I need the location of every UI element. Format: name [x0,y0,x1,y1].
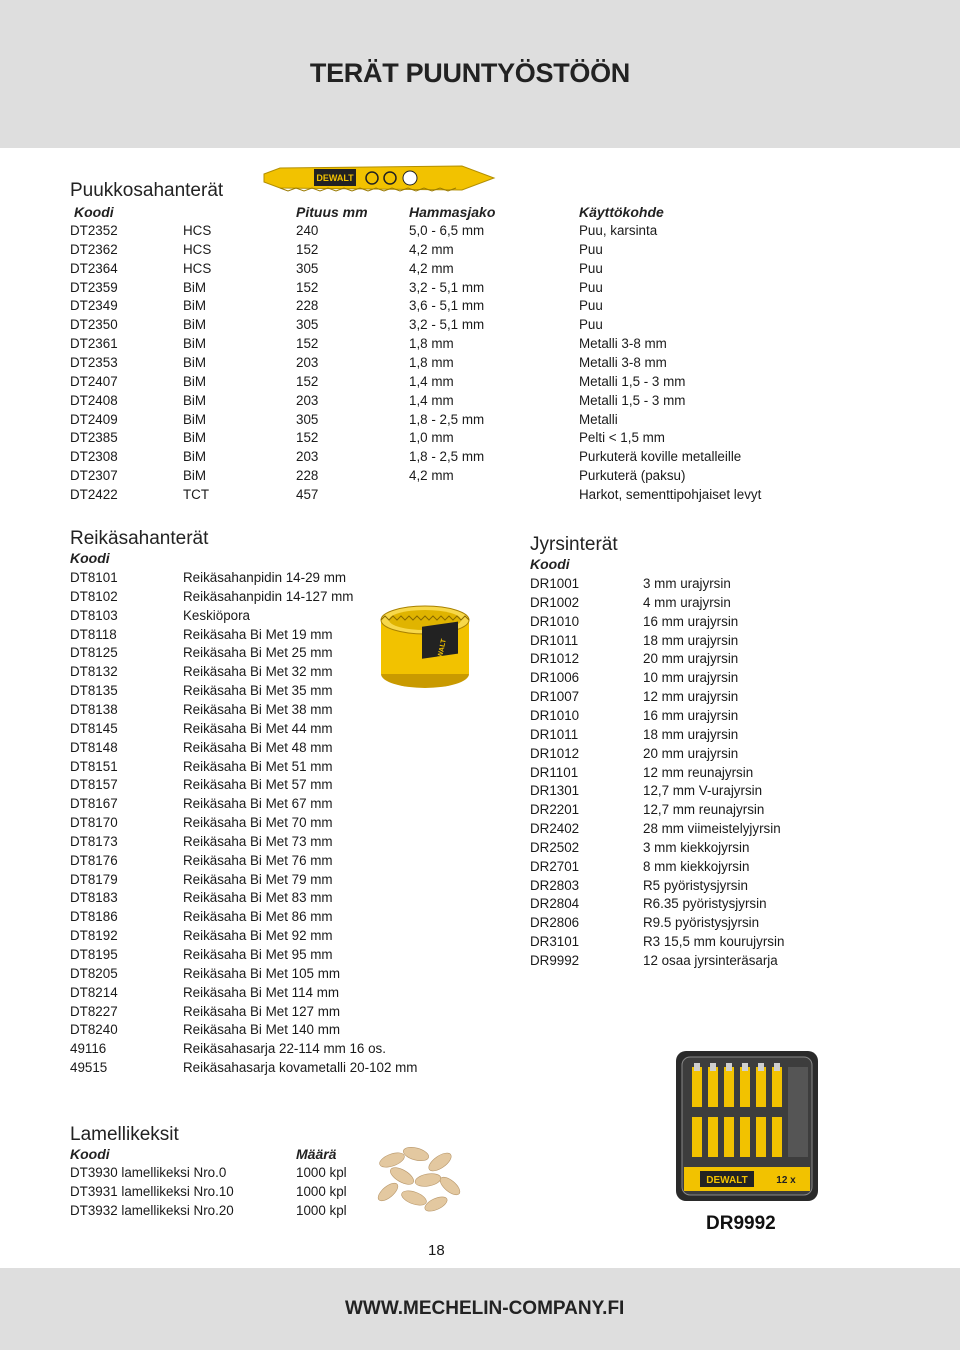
material: HCS [183,223,212,238]
col-header-koodi: Koodi [74,204,114,220]
tooth-pitch: 3,2 - 5,1 mm [409,317,485,333]
description: Reikäsaha Bi Met 35 mm [183,683,333,699]
table-row [0,896,960,915]
product-code: DT8170 [70,815,118,831]
product-code: DT2422 [70,486,118,502]
col-header-reika-koodi: Koodi [70,550,110,566]
application: Metalli 1,5 - 3 mm [579,392,686,408]
table-row [0,802,960,821]
material: BiM [183,298,207,314]
application: Puu [579,241,603,257]
description: R3 15,5 mm kourujyrsin [643,934,785,950]
description: 10 mm urajyrsin [643,670,739,686]
quantity: 1000 kpl [296,1183,347,1199]
table-row [0,934,960,953]
product-code: DT8176 [70,852,118,868]
section-title-lamelli: Lamellikeksit [70,1124,179,1145]
product-code: DT8135 [70,683,118,699]
description: R6.35 pyöristysjyrsin [643,896,767,912]
page-title: TERÄT PUUNTYÖSTÖÖN [309,58,630,88]
table-row [0,487,960,506]
description: Reikäsaha Bi Met 44 mm [183,720,333,736]
table-row [0,576,960,595]
tooth-pitch: 1,4 mm [409,373,454,389]
application: Purkuterä koville metalleille [579,449,742,465]
description: 3 mm kiekkojyrsin [643,839,750,855]
product-code: DT2307 [70,468,118,484]
tooth-pitch: 4,2 mm [409,241,454,257]
length: 305 [296,260,319,276]
description: 4 mm urajyrsin [643,594,731,610]
table-row [0,280,960,299]
description: 12,7 mm reunajyrsin [643,802,765,818]
material: HCS [183,260,212,276]
product-code: DT8214 [70,984,118,1000]
product-code: 49515 [70,1060,108,1076]
material: BiM [183,449,207,465]
product-code: DR2804 [530,896,580,912]
table-row [0,412,960,431]
table-row [0,1022,960,1041]
description: 18 mm urajyrsin [643,632,739,648]
product-code: DT8195 [70,947,118,962]
tooth-pitch: 1,8 - 2,5 mm [409,411,485,427]
description: 20 mm urajyrsin [643,651,739,667]
biscuit-image [372,1140,464,1216]
product-code: DT8167 [70,796,118,812]
product-code: DR2803 [530,877,580,893]
application: Puu [579,260,603,276]
table-row [0,878,960,897]
table-row [0,765,960,784]
saw-blade-image [262,160,497,196]
product-code: DR9992 [530,953,580,968]
length: 457 [296,486,319,502]
product-code: DR1010 [530,613,580,629]
table-row [0,261,960,280]
application: Puu, karsinta [579,223,658,238]
product-code: DR1007 [530,689,580,705]
product-code: DT8173 [70,833,118,849]
material: BiM [183,336,207,352]
material: BiM [183,373,207,389]
length: 203 [296,392,319,408]
table-row [0,1184,960,1203]
tooth-pitch: 1,8 mm [409,336,454,352]
product-code: DT2362 [70,241,118,257]
product-code: DT2364 [70,260,118,276]
application: Metalli [579,411,618,427]
product-code: DT8138 [70,701,118,717]
application: Puu [579,279,603,295]
product-code: DR1011 [530,726,579,742]
length: 228 [296,468,319,484]
holesaw-brand-logo: DEWALT [435,638,448,669]
router-set-caption: DR9992 [706,1213,776,1234]
product-code: DT8125 [70,645,118,661]
description: Reikäsaha Bi Met 38 mm [183,701,333,717]
table-row [0,783,960,802]
product-code: DT8101 [70,570,118,585]
length: 203 [296,449,319,465]
section-title-reika: Reikäsahanterät [70,528,209,549]
page-footer [0,1268,960,1350]
quantity: 1000 kpl [296,1165,347,1180]
description: 28 mm viimeistelyjyrsin [643,821,781,837]
description: Reikäsaha Bi Met 70 mm [183,815,333,831]
product-code: DT2407 [70,373,118,389]
tooth-pitch: 3,6 - 5,1 mm [409,298,485,314]
description: Reikäsaha Bi Met 140 mm [183,1022,341,1038]
table-row [0,840,960,859]
product-code: DT8151 [70,758,118,774]
product-code: DR1006 [530,670,580,686]
quantity: 1000 kpl [296,1202,347,1218]
product-code: DT8132 [70,664,118,680]
description: Reikäsaha Bi Met 73 mm [183,833,333,849]
description: Reikäsaha Bi Met 105 mm [183,965,341,981]
description: Reikäsahasarja kovametalli 20-102 mm [183,1060,418,1076]
table-row [0,670,960,689]
product-code: DT2349 [70,298,118,314]
length: 152 [296,336,319,352]
application: Puu [579,298,603,314]
length: 152 [296,279,319,295]
product-code: DT2385 [70,430,118,446]
description: Reikäsaha Bi Met 114 mm [183,984,340,1000]
description: 12 mm reunajyrsin [643,764,754,780]
product-description: DT3931 lamellikeksi Nro.10 [70,1183,234,1199]
description: R5 pyöristysjyrsin [643,877,748,893]
table-row [0,708,960,727]
length: 203 [296,354,319,370]
material: BiM [183,430,207,446]
description: 20 mm urajyrsin [643,745,739,761]
product-code: DT8205 [70,965,118,981]
length: 305 [296,411,319,427]
description: Reikäsaha Bi Met 127 mm [183,1003,341,1019]
table-row [0,915,960,934]
description: Reikäsaha Bi Met 83 mm [183,890,333,906]
description: Reikäsaha Bi Met 79 mm [183,871,333,887]
tooth-pitch: 3,2 - 5,1 mm [409,279,485,295]
table-row [0,746,960,765]
product-code: 49116 [70,1041,107,1057]
product-code: DR2502 [530,839,580,855]
blade-brand-logo: DEWALT [316,173,354,183]
material: TCT [183,486,210,502]
col-header-hammasjako: Hammasjako [409,204,496,220]
description: Reikäsaha Bi Met 19 mm [183,626,333,642]
description: Reikäsaha Bi Met 86 mm [183,909,333,925]
length: 152 [296,241,319,257]
description: 12 osaa jyrsinteräsarja [643,953,778,968]
description: Reikäsahanpidin 14-127 mm [183,588,354,604]
application: Purkuterä (paksu) [579,468,686,484]
product-code: DT8192 [70,928,118,944]
description: Reikäsahasarja 22-114 mm 16 os. [183,1041,386,1057]
description: Reikäsaha Bi Met 95 mm [183,947,333,962]
product-code: DR2701 [530,858,580,874]
application: Puu [579,317,603,333]
product-code: DR1101 [530,764,579,780]
table-row [0,1004,960,1023]
description: Reikäsaha Bi Met 57 mm [183,777,333,793]
product-code: DT2359 [70,279,118,295]
product-code: DT8240 [70,1022,118,1038]
product-code: DT8179 [70,871,118,887]
table-row [0,953,960,972]
product-code: DR1012 [530,651,580,667]
table-row [0,1203,960,1222]
table-row [0,242,960,261]
application: Harkot, sementtipohjaiset levyt [579,486,762,502]
table-row [0,393,960,412]
product-code: DT8227 [70,1003,118,1019]
material: BiM [183,317,207,333]
length: 152 [296,373,319,389]
table-row [0,821,960,840]
table-row [0,614,960,633]
table-row [0,317,960,336]
description: 3 mm urajyrsin [643,576,731,591]
page-header [0,0,960,148]
length: 240 [296,223,319,238]
table-row [0,595,960,614]
product-code: DT2361 [70,336,118,352]
product-code: DT2308 [70,449,118,465]
description: Reikäsaha Bi Met 25 mm [183,645,333,661]
col-header-kayttokohde: Käyttökohde [579,204,664,220]
length: 305 [296,317,319,333]
table-row [0,374,960,393]
table-row [0,727,960,746]
table-row [0,449,960,468]
section-title-puukko: Puukkosahanterät [70,180,224,201]
product-code: DR1301 [530,783,580,799]
product-code: DT2409 [70,411,118,427]
product-description: DT3932 lamellikeksi Nro.20 [70,1202,234,1218]
length: 228 [296,298,319,314]
router-count-label: 12 x [776,1175,796,1186]
page-number: 18 [428,1242,445,1259]
application: Metalli 3-8 mm [579,354,667,370]
description: 12 mm urajyrsin [643,689,739,705]
table-row [0,651,960,670]
product-code: DR1012 [530,745,580,761]
table-row [0,859,960,878]
product-code: DT8118 [70,626,117,642]
table-row [0,430,960,449]
router-brand-logo: DEWALT [706,1175,748,1186]
description: 18 mm urajyrsin [643,726,739,742]
material: BiM [183,392,207,408]
table-row [0,223,960,242]
table-row [0,355,960,374]
description: Reikäsaha Bi Met 92 mm [183,928,333,944]
description: Reikäsaha Bi Met 76 mm [183,852,333,868]
material: BiM [183,354,207,370]
product-code: DT8148 [70,739,118,755]
product-code: DT2350 [70,317,118,333]
product-code: DT8102 [70,588,118,604]
tooth-pitch: 4,2 mm [409,468,454,484]
product-code: DT8183 [70,890,118,906]
length: 152 [296,430,319,446]
material: HCS [183,241,212,257]
product-code: DT8157 [70,777,118,793]
description: Reikäsaha Bi Met 51 mm [183,758,333,774]
table-row [0,689,960,708]
col-header-pituus: Pituus mm [296,204,368,220]
product-code: DR1011 [530,632,579,648]
tooth-pitch: 5,0 - 6,5 mm [409,223,485,238]
tooth-pitch: 1,8 - 2,5 mm [409,449,485,465]
description: R9.5 pyöristysjyrsin [643,915,760,931]
description: Reikäsaha Bi Met 48 mm [183,739,333,755]
product-code: DT2408 [70,392,118,408]
description: 16 mm urajyrsin [643,613,739,629]
product-code: DR1010 [530,707,580,723]
product-code: DT8186 [70,909,118,925]
table-row [0,985,960,1004]
section-title-jyrsin: Jyrsinterät [530,534,618,555]
description: 8 mm kiekkojyrsin [643,858,750,874]
material: BiM [183,279,207,295]
product-description: DT3930 lamellikeksi Nro.0 [70,1165,227,1180]
product-code: DT2352 [70,223,118,238]
product-code: DT2353 [70,354,118,370]
table-row [0,1165,960,1184]
product-code: DT8145 [70,720,118,736]
application: Metalli 3-8 mm [579,336,667,352]
table-row [0,633,960,652]
description: 16 mm urajyrsin [643,707,739,723]
product-code: DR2806 [530,915,580,931]
material: BiM [183,411,207,427]
product-code: DR1002 [530,594,580,610]
product-code: DR2402 [530,821,580,837]
tooth-pitch: 4,2 mm [409,260,454,276]
tooth-pitch: 1,4 mm [409,392,454,408]
application: Pelti < 1,5 mm [579,430,665,446]
table-row [0,336,960,355]
description: 12,7 mm V-urajyrsin [643,783,763,799]
table-row [0,468,960,487]
product-code: DR3101 [530,934,580,950]
tooth-pitch: 1,8 mm [409,354,454,370]
table-row [0,298,960,317]
footer-url: WWW.MECHELIN-COMPANY.FI [345,1298,625,1319]
description: Reikäsaha Bi Met 32 mm [183,664,333,680]
description: Keskiöpora [183,607,250,623]
col-header-lamelli-koodi: Koodi [70,1146,110,1162]
material: BiM [183,468,207,484]
col-header-jyrsin-koodi: Koodi [530,556,570,572]
description: Reikäsaha Bi Met 67 mm [183,796,333,812]
tooth-pitch: 1,0 mm [409,430,454,446]
product-code: DT8103 [70,607,118,623]
product-code: DR1001 [530,576,580,591]
application: Metalli 1,5 - 3 mm [579,373,686,389]
product-code: DR2201 [530,802,580,818]
col-header-maara: Määrä [296,1146,337,1162]
description: Reikäsahanpidin 14-29 mm [183,570,347,585]
